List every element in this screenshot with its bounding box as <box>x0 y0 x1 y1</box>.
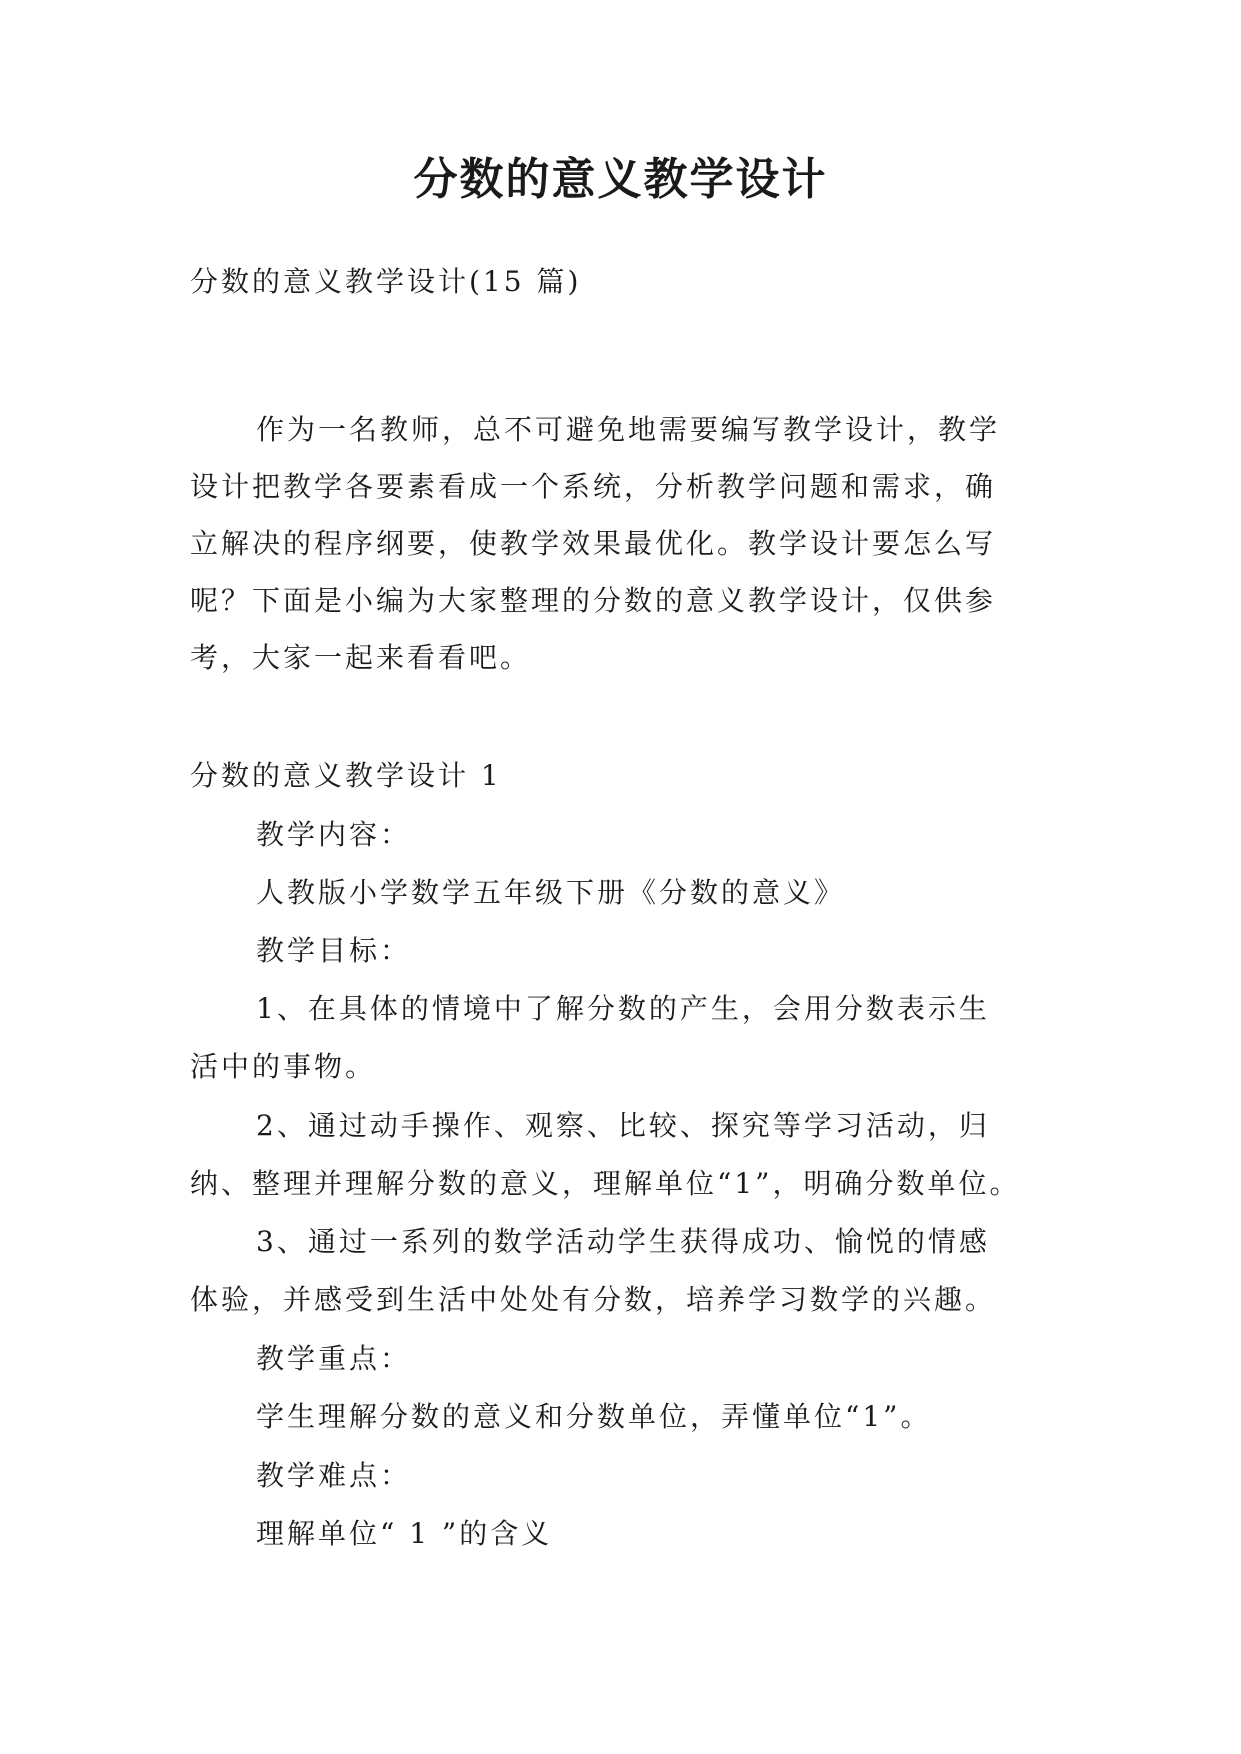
goal-1-line-1: 1、在具体的情境中了解分数的产生，会用分数表示生 <box>256 992 990 1025</box>
section-heading: 分数的意义教学设计 1 <box>190 759 502 792</box>
goal-2-line-2: 纳、整理并理解分数的意义，理解单位“1”，明确分数单位。 <box>190 1167 1021 1200</box>
goal-3-line-1: 3、通过一系列的数学活动学生获得成功、愉悦的情感 <box>256 1225 990 1258</box>
document-subtitle: 分数的意义教学设计(15 篇) <box>190 265 582 298</box>
goal-1-line-2: 活中的事物。 <box>190 1050 377 1083</box>
goal-3-line-2: 体验，并感受到生活中处处有分数，培养学习数学的兴趣。 <box>190 1283 997 1316</box>
difficulty-text: 理解单位“ 1 ”的含义 <box>256 1517 553 1550</box>
intro-line-3: 立解决的程序纲要，使教学效果最优化。教学设计要怎么写 <box>190 527 997 560</box>
content-text: 人教版小学数学五年级下册《分数的意义》 <box>256 876 846 909</box>
difficulty-label: 教学难点： <box>256 1459 412 1492</box>
page-title: 分数的意义教学设计 <box>413 154 828 205</box>
content-label: 教学内容： <box>256 818 412 851</box>
key-text: 学生理解分数的意义和分数单位，弄懂单位“1”。 <box>256 1400 932 1433</box>
goal-2-line-1: 2、通过动手操作、观察、比较、探究等学习活动，归 <box>256 1109 990 1142</box>
intro-line-5: 考，大家一起来看看吧。 <box>190 641 532 674</box>
key-label: 教学重点： <box>256 1342 412 1375</box>
intro-line-1: 作为一名教师，总不可避免地需要编写教学设计，教学 <box>256 413 1001 446</box>
intro-line-2: 设计把教学各要素看成一个系统，分析教学问题和需求，确 <box>190 470 997 503</box>
intro-line-4: 呢？下面是小编为大家整理的分数的意义教学设计，仅供参 <box>190 584 997 617</box>
goals-label: 教学目标： <box>256 934 412 967</box>
